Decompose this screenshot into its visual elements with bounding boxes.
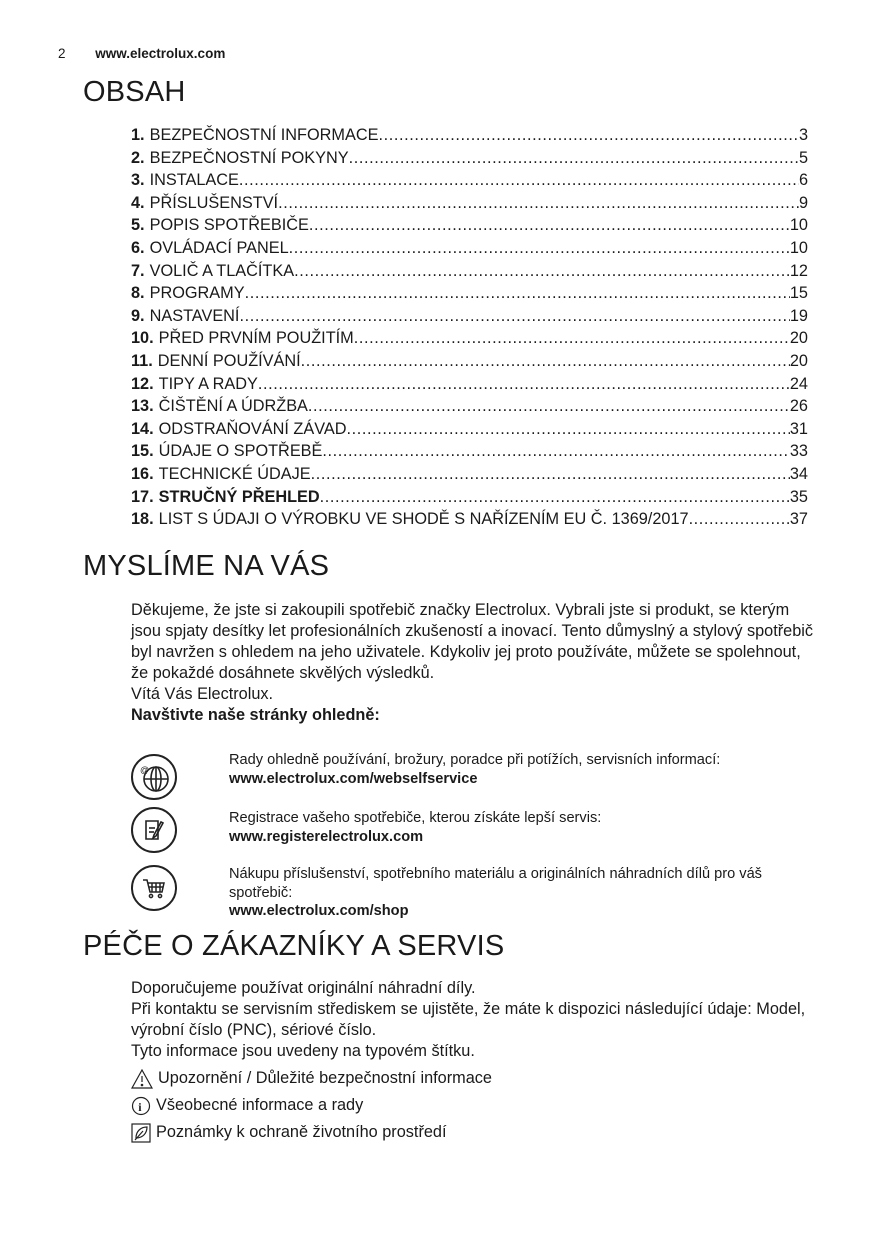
toc-leader	[239, 169, 799, 192]
toc-number: 7.	[131, 261, 145, 280]
toc-number: 12.	[131, 374, 154, 393]
toc-title: BEZPEČNOSTNÍ POKYNY	[149, 148, 349, 167]
warning-triangle-icon	[131, 1069, 153, 1089]
about-heading: MYSLÍME NA VÁS	[83, 550, 330, 582]
toc-number: 15.	[131, 442, 154, 461]
page-header	[58, 46, 225, 61]
service-link[interactable]: www.electrolux.com/webselfservice	[229, 770, 478, 787]
toc-entry[interactable]	[131, 486, 808, 509]
toc-number: 17.	[131, 487, 154, 506]
toc-page: 10	[789, 216, 808, 235]
toc-leader	[294, 260, 790, 283]
care-heading: PÉČE O ZÁKAZNÍKY A SERVIS	[83, 930, 505, 962]
visit-text: Navštivte naše stránky ohledně:	[131, 706, 380, 724]
toc-entry[interactable]	[131, 305, 808, 328]
toc-entry[interactable]	[131, 124, 808, 147]
toc-leader	[347, 418, 790, 441]
care-text	[131, 978, 821, 1062]
toc-leader	[320, 486, 790, 509]
toc-title: OVLÁDACÍ PANEL	[149, 238, 289, 257]
legend-info	[131, 1092, 492, 1119]
info-icon	[131, 1096, 151, 1116]
toc-leader	[301, 350, 790, 373]
toc-page: 20	[789, 329, 808, 348]
toc-entry[interactable]	[131, 192, 808, 215]
care-line: Doporučujeme používat originální náhradní díly.	[131, 979, 476, 997]
toc-title: ÚDAJE O SPOTŘEBĚ	[158, 442, 323, 461]
toc-entry[interactable]	[131, 440, 808, 463]
toc-leader	[309, 214, 790, 237]
toc-entry[interactable]	[131, 169, 808, 192]
toc-title: NASTAVENÍ	[149, 306, 240, 325]
toc-title: ODSTRAŇOVÁNÍ ZÁVAD	[158, 419, 347, 438]
legend-text: Upozornění / Důležité bezpečnostní informace	[158, 1069, 492, 1087]
register-note-icon	[131, 807, 177, 853]
symbol-legend	[131, 1065, 492, 1146]
about-text	[131, 600, 821, 726]
toc-number: 2.	[131, 148, 145, 167]
toc-page: 12	[789, 261, 808, 280]
toc-page: 31	[789, 419, 808, 438]
toc-entry[interactable]	[131, 237, 808, 260]
toc-leader	[322, 440, 789, 463]
toc-page: 20	[789, 351, 808, 370]
shopping-cart-icon	[131, 865, 177, 911]
toc-number: 4.	[131, 193, 145, 212]
toc-leader	[354, 327, 790, 350]
toc-entry[interactable]	[131, 327, 808, 350]
table-of-contents	[131, 124, 808, 531]
service-text: Rady ohledně používání, brožury, poradce při potížích, servisních informací:	[229, 752, 721, 768]
toc-page: 26	[789, 397, 808, 416]
toc-leader	[378, 124, 798, 147]
toc-entry[interactable]	[131, 373, 808, 396]
toc-entry[interactable]	[131, 418, 808, 441]
toc-title: TECHNICKÉ ÚDAJE	[158, 464, 311, 483]
toc-title: LIST S ÚDAJI O VÝROBKU VE SHODĚ S NAŘÍZENÍM EU Č. 1369/2017	[158, 510, 689, 529]
toc-number: 13.	[131, 397, 154, 416]
toc-title: PŘED PRVNÍM POUŽITÍM	[158, 329, 354, 348]
toc-number: 14.	[131, 419, 154, 438]
toc-leader	[289, 237, 790, 260]
about-paragraph: Děkujeme, že jste si zakoupili spotřebič značky Electrolux. Vybrali jste si produkt, se kterým jsou spjaty desítky let profesionálních zkušeností a inovací. Tento důmyslný a stylový spotřebič byl navržen s ohledem na jeho uživatele. Kdykoliv jej proto používáte, můžete se spolehnout, že pokaždé dosáhnete skvělých výsledků.	[131, 601, 814, 682]
svg-text:i: i	[138, 1099, 142, 1114]
toc-number: 9.	[131, 306, 145, 325]
legend-text: Všeobecné informace a rady	[156, 1096, 364, 1114]
toc-page: 33	[789, 442, 808, 461]
toc-leader	[349, 147, 799, 170]
toc-page: 37	[789, 510, 808, 529]
care-line: Při kontaktu se servisním střediskem se ujistěte, že máte k dispozici následující údaje: Model, výrobní číslo (PNC), sériové číslo.	[131, 1000, 806, 1039]
toc-entry[interactable]	[131, 395, 808, 418]
service-text: Registrace vašeho spotřebiče, kterou získáte lepší servis:	[229, 810, 602, 826]
toc-leader	[278, 192, 799, 215]
toc-title: INSTALACE	[149, 171, 239, 190]
toc-number: 6.	[131, 238, 145, 257]
toc-entry[interactable]	[131, 214, 808, 237]
toc-page: 3	[798, 126, 808, 144]
toc-entry[interactable]	[131, 147, 808, 170]
toc-number: 1.	[131, 126, 145, 144]
toc-title: ČIŠTĚNÍ A ÚDRŽBA	[158, 397, 308, 416]
toc-page: 10	[789, 238, 808, 257]
toc-number: 11.	[131, 351, 153, 370]
legend-text: Poznámky k ochraně životního prostředí	[156, 1123, 447, 1141]
toc-entry[interactable]	[131, 350, 808, 373]
toc-number: 3.	[131, 171, 145, 190]
service-link[interactable]: www.registerelectrolux.com	[229, 828, 424, 845]
toc-leader	[239, 305, 789, 328]
toc-number: 16.	[131, 464, 154, 483]
toc-page: 5	[798, 148, 808, 167]
legend-warning	[131, 1065, 492, 1092]
toc-page: 19	[789, 306, 808, 325]
toc-title: BEZPEČNOSTNÍ INFORMACE	[149, 126, 379, 144]
toc-number: 18.	[131, 510, 154, 529]
toc-page: 35	[789, 487, 808, 506]
page-number: 2	[58, 46, 66, 61]
toc-number: 5.	[131, 216, 145, 235]
toc-page: 24	[789, 374, 808, 393]
toc-title: PROGRAMY	[149, 284, 245, 303]
svg-text:@: @	[140, 765, 150, 775]
toc-title: STRUČNÝ PŘEHLED	[158, 487, 320, 506]
service-text: Nákupu příslušenství, spotřebního materiálu a originálních náhradních dílů pro váš spotřebič:	[229, 866, 762, 901]
toc-entry[interactable]	[131, 463, 808, 486]
toc-page: 6	[798, 171, 808, 190]
toc-leader	[245, 282, 790, 305]
toc-entry[interactable]	[131, 508, 808, 531]
toc-number: 8.	[131, 284, 145, 303]
care-line: Tyto informace jsou uvedeny na typovém štítku.	[131, 1042, 475, 1060]
toc-number: 10.	[131, 329, 154, 348]
toc-leader	[308, 395, 790, 418]
toc-entry[interactable]	[131, 282, 808, 305]
toc-title: POPIS SPOTŘEBIČE	[149, 216, 309, 235]
toc-leader	[689, 508, 790, 531]
toc-leader	[311, 463, 790, 486]
toc-leader	[258, 373, 790, 396]
service-link[interactable]: www.electrolux.com/shop	[229, 903, 409, 919]
toc-page: 15	[789, 284, 808, 303]
environment-leaf-icon	[131, 1123, 151, 1143]
toc-title: DENNÍ POUŽÍVÁNÍ	[157, 351, 301, 370]
toc-title: VOLIČ A TLAČÍTKA	[149, 261, 295, 280]
welcome-text: Vítá Vás Electrolux.	[131, 685, 274, 703]
globe-web-icon	[131, 754, 177, 800]
toc-title: PŘÍSLUŠENSTVÍ	[149, 193, 279, 212]
toc-page: 34	[789, 464, 808, 483]
toc-page: 9	[798, 193, 808, 212]
toc-heading: OBSAH	[83, 76, 186, 108]
toc-title: TIPY A RADY	[158, 374, 258, 393]
legend-environment	[131, 1119, 492, 1146]
toc-entry[interactable]	[131, 260, 808, 283]
website-link[interactable]: www.electrolux.com	[95, 46, 226, 61]
